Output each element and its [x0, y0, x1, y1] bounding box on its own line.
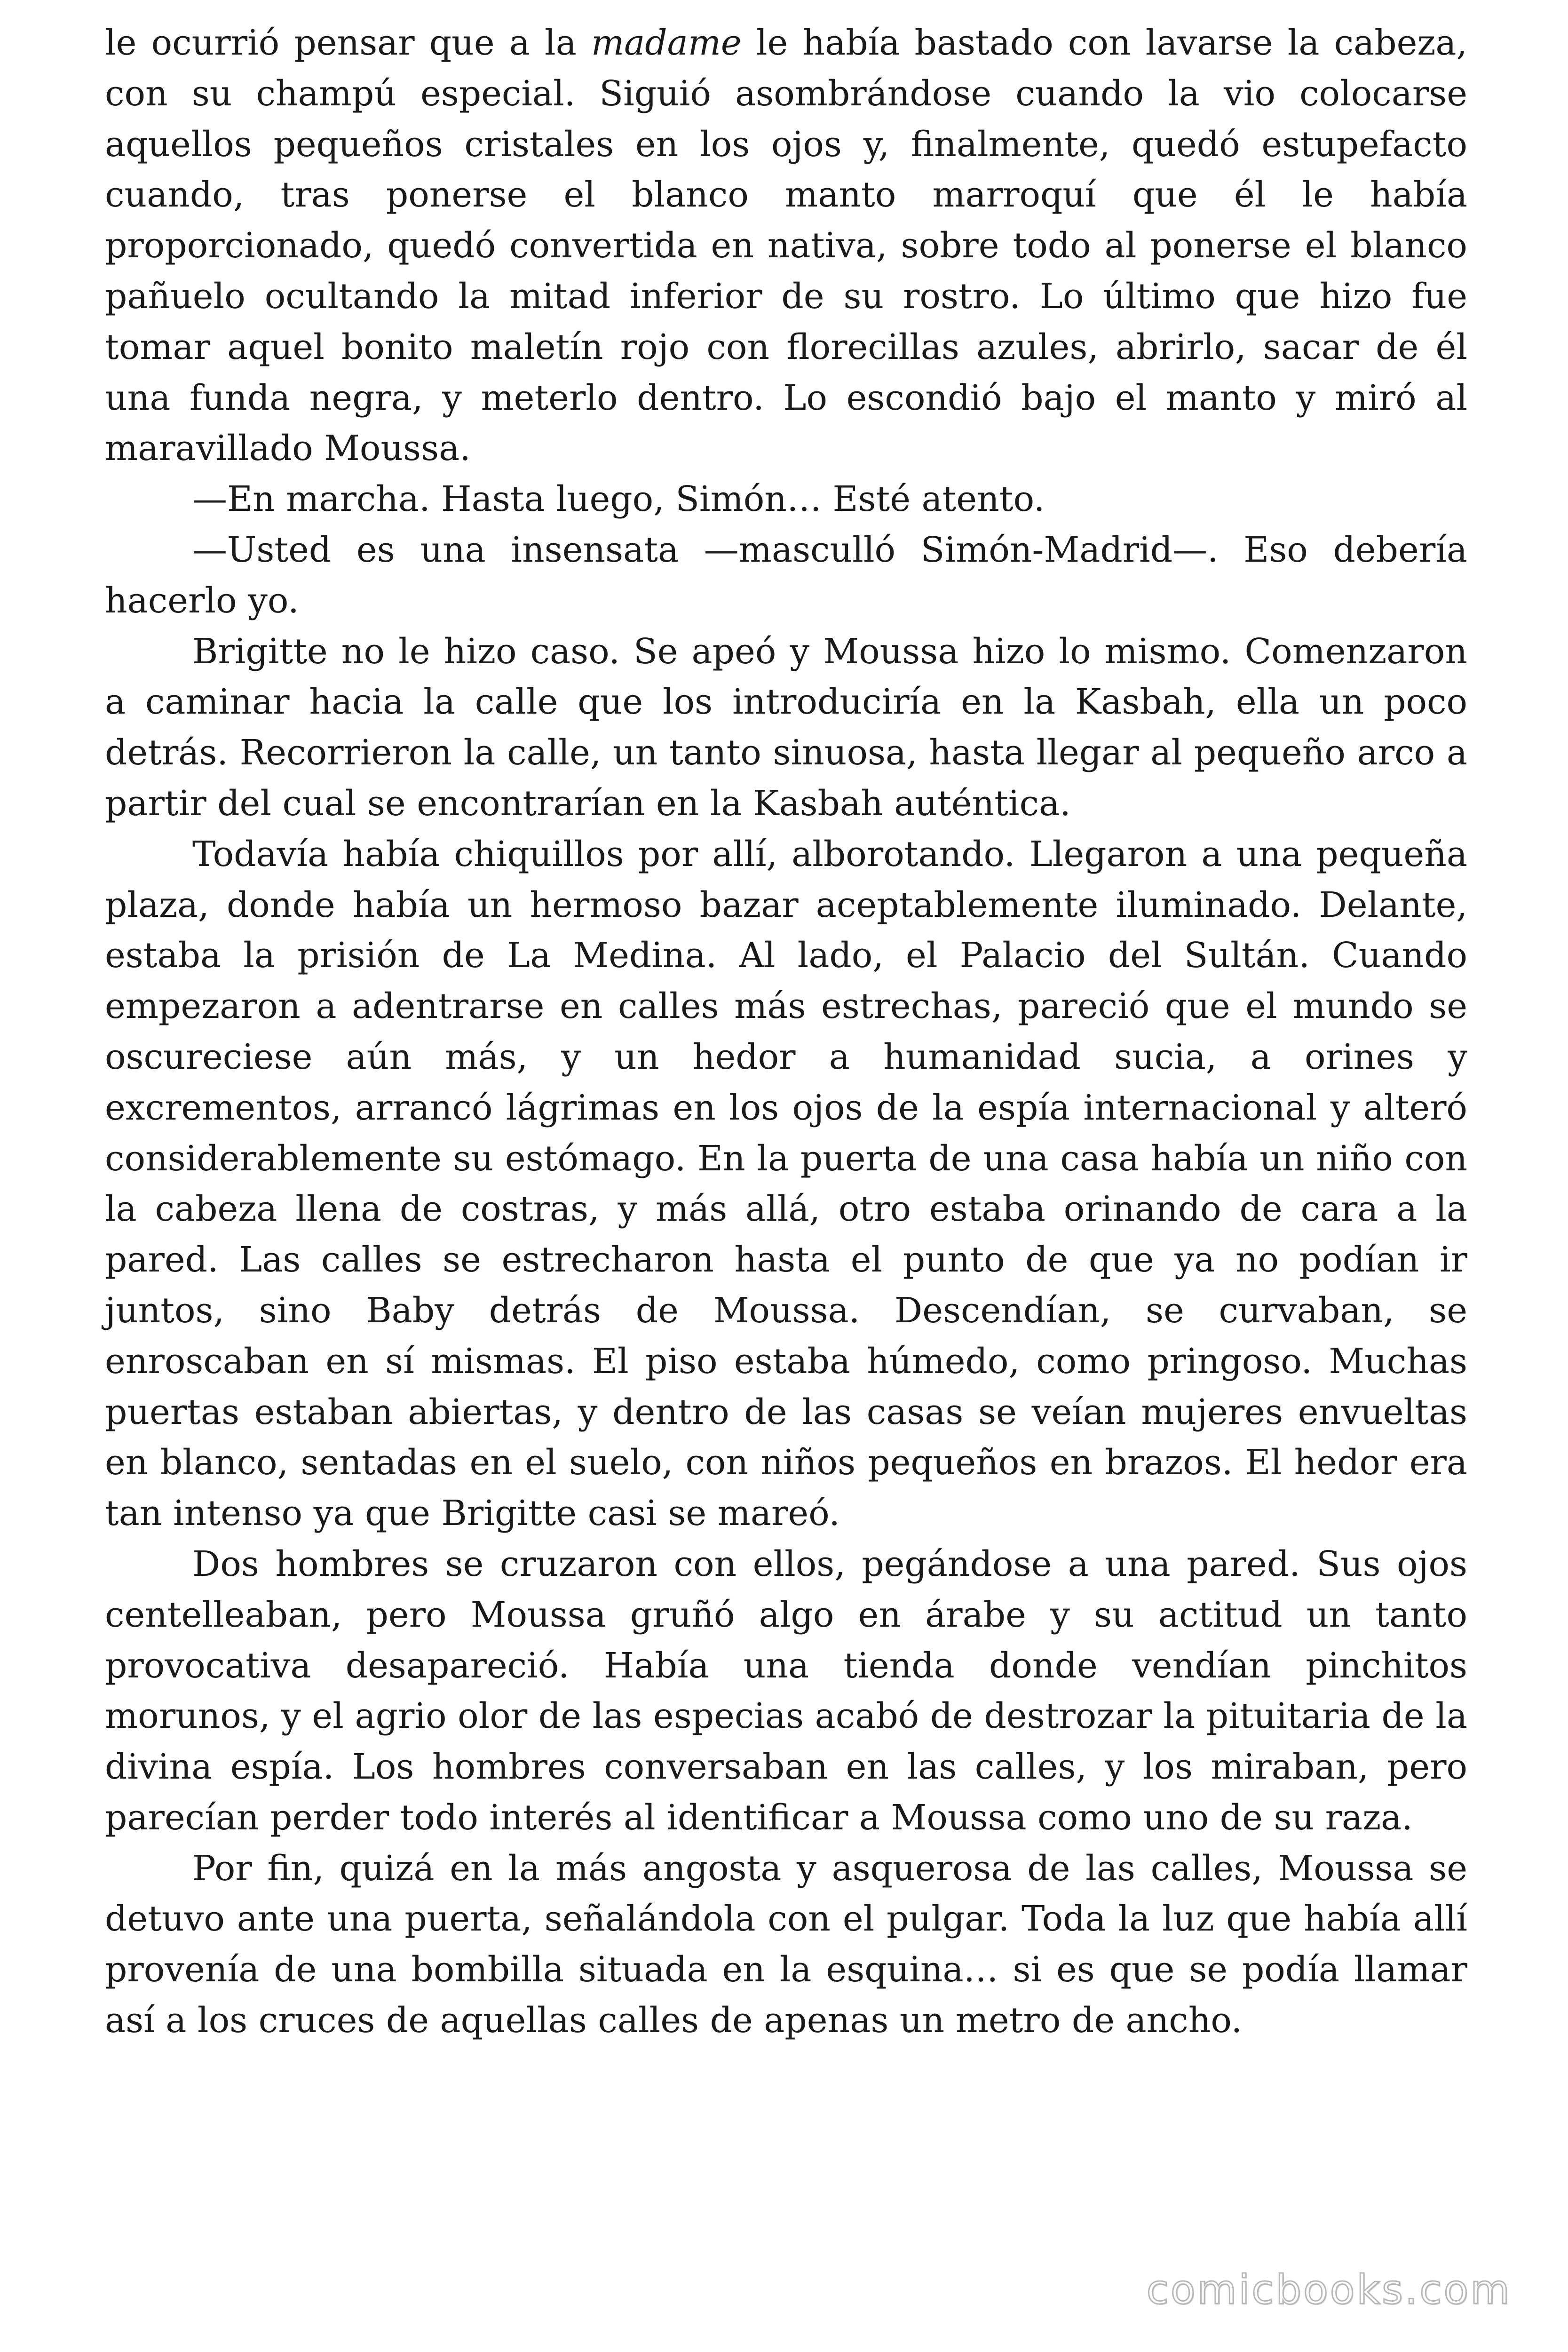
paragraph-text: le ocurrió pensar que a la	[105, 23, 591, 63]
page-text	[105, 18, 1467, 2046]
watermark: comicbooks.com	[1146, 2266, 1512, 2313]
paragraph	[105, 18, 1467, 474]
paragraph: Dos hombres se cruzaron con ellos, pegándose a una pared. Sus ojos centelleaban, pero Moussa gruñó algo en árabe y su actitud un tanto provocativa desapareció. Había una tienda donde vendían pinchitos morunos, y el agrio olor de las especias acabó de destrozar la pituitaria de la divina espía. Los hombres conversaban en las calles, y los miraban, pero parecían perder todo interés al identificar a Moussa como uno de su raza.	[105, 1543, 1467, 1838]
paragraph: —Usted es una insensata —masculló Simón-Madrid—. Eso debería hacerlo yo.	[105, 529, 1467, 621]
paragraph-text: le había bastado con lavarse la cabeza, con su champú especial. Siguió asombrándose cuando la vio colocarse aquellos pequeños cristales en los ojos y, finalmente, quedó estupefacto cuando, tras ponerse el blanco manto marroquí que él le había proporcionado, quedó convertida en nativa, sobre todo al ponerse el blanco pañuelo ocultando la mitad inferior de su rostro. Lo último que hizo fue tomar aquel bonito maletín rojo con florecillas azules, abrirlo, sacar de él una funda negra, y meterlo dentro. Lo escondió bajo el manto y miró al maravillado Moussa.	[105, 23, 1468, 469]
paragraph: Brigitte no le hizo caso. Se apeó y Moussa hizo lo mismo. Comenzaron a caminar hacia la calle que los introduciría en la Kasbah, ella un poco detrás. Recorrieron la calle, un tanto sinuosa, hasta llegar al pequeño arco a partir del cual se encontrarían en la Kasbah auténtica.	[105, 631, 1467, 824]
italic-word: madame	[591, 23, 742, 63]
paragraph: Todavía había chiquillos por allí, alborotando. Llegaron a una pequeña plaza, donde había un hermoso bazar aceptablemente iluminado. Delante, estaba la prisión de La Medina. Al lado, el Palacio del Sultán. Cuando empezaron a adentrarse en calles más estrechas, pareció que el mundo se oscureciese aún más, y un hedor a humanidad sucia, a orines y excrementos, arrancó lágrimas en los ojos de la espía internacional y alteró considerablemente su estómago. En la puerta de una casa había un niño con la cabeza llena de costras, y más allá, otro estaba orinando de cara a la pared. Las calles se estrecharon hasta el punto de que ya no podían ir juntos, sino Baby detrás de Moussa. Descendían, se curvaban, se enroscaban en sí mismas. El piso estaba húmedo, como pringoso. Muchas puertas estaban abiertas, y dentro de las casas se veían mujeres envueltas en blanco, sentadas en el suelo, con niños pequeños en brazos. El hedor era tan intenso ya que Brigitte casi se mareó.	[105, 834, 1467, 1534]
paragraph: —En marcha. Hasta luego, Simón… Esté atento.	[192, 479, 1045, 520]
paragraph: Por fin, quizá en la más angosta y asquerosa de las calles, Moussa se detuvo ante una puerta, señalándola con el pulgar. Toda la luz que había allí provenía de una bombilla situada en la esquina… si es que se podía llamar así a los cruces de aquellas calles de apenas un metro de ancho.	[105, 1848, 1467, 2041]
